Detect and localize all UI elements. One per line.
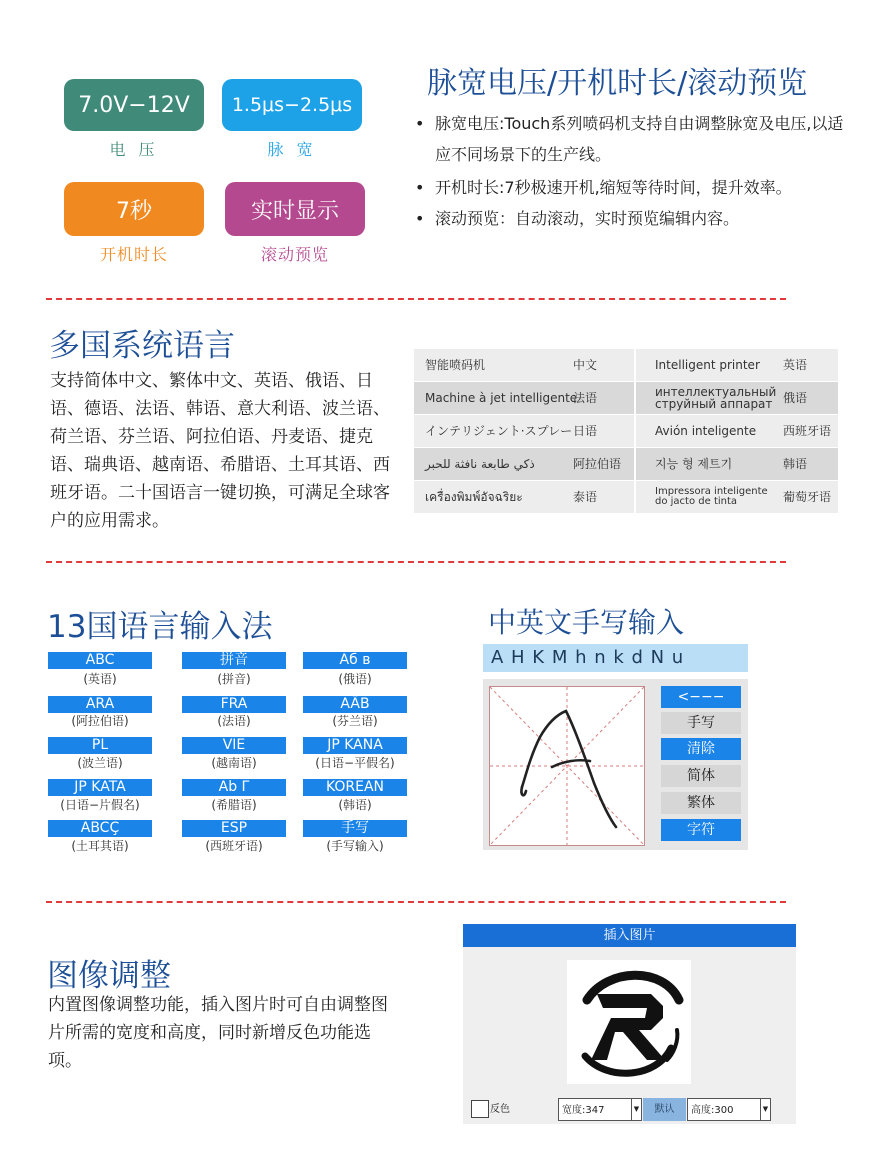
handwriting-candidates[interactable] (483, 644, 748, 672)
pulse-width-value: 1.5μs−2.5μs (231, 94, 353, 116)
ime-tag: AÄB (303, 696, 407, 713)
bullet-scroll-preview: • 滚动预览：自动滚动，实时预览编辑内容。 (415, 203, 845, 234)
ime-sub: (俄语) (338, 672, 372, 686)
ime-tag: JP KATA (48, 779, 152, 796)
voltage-caption: 电 压 (109, 140, 159, 159)
ime-sub: (英语) (83, 672, 117, 686)
table-row-lang: 葡萄牙语 (783, 490, 832, 504)
ime-sub: (土耳其语) (71, 839, 129, 853)
image-adjust-title: 图像调整 (47, 958, 171, 994)
ime-tag: ARA (48, 696, 152, 713)
ime-tag: KOREAN (303, 779, 407, 796)
symbol-button[interactable]: 字符 (661, 819, 741, 841)
ime-tag: ABC (48, 652, 152, 669)
ime-sub: (波兰语) (77, 756, 123, 770)
ime-tag: Ab Γ (182, 779, 286, 796)
table-row-lang: 俄语 (783, 391, 808, 405)
insert-image-header: 插入图片 (463, 924, 796, 947)
languages-title: 多国系统语言 (49, 328, 235, 364)
chevron-down-icon: ▼ (631, 1099, 641, 1120)
bullet-boot-time: • 开机时长:7秒极速开机,缩短等待时间，提升效率。 (415, 172, 845, 203)
table-row-lang: 英语 (783, 358, 808, 372)
ime-tag: FRA (182, 696, 286, 713)
table-row-text: Machine à jet intelligente (425, 391, 578, 405)
logo-image (567, 960, 691, 1084)
handwrite-button[interactable]: 手写 (661, 712, 741, 734)
pulse-section-title: 脉宽电压/开机时长/滚动预览 (427, 66, 808, 101)
image-adjust-paragraph: 内置图像调整功能，插入图片时可自由调整图片所需的宽度和高度，同时新增反色功能选项。 (48, 995, 388, 1071)
voltage-value: 7.0V−12V (78, 92, 190, 118)
clear-button[interactable]: 清除 (661, 738, 741, 760)
default-button[interactable]: 默认 (643, 1098, 686, 1121)
ime-tag: 拼音 (182, 652, 286, 669)
table-row-text: 智能喷码机 (425, 358, 486, 372)
table-row-text: Impressora inteligente do jacto de tinta (655, 486, 768, 507)
pulse-width-caption: 脉 宽 (267, 140, 317, 159)
width-select[interactable] (558, 1098, 642, 1121)
logo-preview (567, 960, 691, 1084)
boot-time-caption: 开机时长 (99, 245, 168, 264)
pulse-bullet-list (415, 108, 845, 234)
ime-title: 13国语言输入法 (47, 609, 273, 645)
live-display-pill (225, 182, 365, 236)
table-row-text: интеллектуальный струйный аппарат (655, 385, 777, 411)
table-row-lang: 泰语 (573, 490, 598, 504)
ime-sub: (日语−平假名) (315, 756, 395, 770)
voltage-pill (64, 79, 204, 131)
table-row-lang: 日语 (573, 424, 598, 438)
ime-tag: ABCÇ (48, 820, 152, 837)
invert-checkbox[interactable] (471, 1100, 489, 1118)
ime-sub: (阿拉伯语) (71, 714, 129, 728)
table-row-lang: 中文 (573, 358, 598, 372)
table-row-text: ذكي طابعة نافثة للحبر (425, 457, 535, 471)
divider-1 (46, 298, 786, 300)
height-value: 高度:300 (691, 1105, 734, 1116)
languages-paragraph: 支持简体中文、繁体中文、英语、俄语、日语、德语、法语、韩语、意大利语、波兰语、荷兰语、芬兰语、阿拉伯语、丹麦语、捷克语、瑞典语、越南语、希腊语、土耳其语、西班牙语。二十国语言一键切换，可满足全球客户的应用需求。 (50, 371, 390, 531)
height-select[interactable] (687, 1098, 771, 1121)
ime-sub: (芬兰语) (332, 714, 378, 728)
ime-sub: (手写输入) (326, 839, 384, 853)
ime-tag: VIE (182, 737, 286, 754)
width-value: 宽度:347 (562, 1105, 605, 1116)
ime-sub: (韩语) (338, 798, 372, 812)
ime-tag: JP KANA (303, 737, 407, 754)
table-row-text: เครื่องพิมพ์อัจฉริยะ (425, 490, 523, 504)
invert-label: 反色 (490, 1104, 510, 1115)
ime-tag: ESP (182, 820, 286, 837)
table-row-text: Avión inteligente (655, 424, 757, 438)
table-row-text: インテリジェント·スプレー (425, 424, 573, 438)
table-row-text: 지능 형 제트기 (655, 457, 733, 471)
ime-sub: (日语−片假名) (60, 798, 140, 812)
chevron-down-icon: ▼ (760, 1099, 770, 1120)
live-display-value: 实时显示 (250, 198, 339, 224)
boot-time-pill (64, 182, 204, 236)
table-row-text: Intelligent printer (655, 358, 760, 372)
language-table (414, 349, 838, 513)
live-display-caption: 滚动预览 (260, 245, 329, 264)
ime-sub: (希腊语) (211, 798, 257, 812)
table-row-lang: 韩语 (783, 457, 808, 471)
boot-time-value: 7秒 (116, 198, 152, 224)
bullet-pulse-voltage: • 脉宽电压:Touch系列喷码机支持自由调整脉宽及电压,以适应不同场景下的生产线。 (415, 108, 845, 170)
simplified-button[interactable]: 简体 (661, 765, 741, 787)
ime-sub: (西班牙语) (205, 839, 263, 853)
pulse-width-pill (222, 79, 362, 131)
ime-tag: Aб в (303, 652, 407, 669)
handwriting-pad[interactable] (489, 686, 645, 846)
divider-3 (46, 901, 786, 903)
ime-tag: 手写 (303, 820, 407, 837)
ime-tag: PL (48, 737, 152, 754)
ime-sub: (拼音) (217, 672, 251, 686)
divider-2 (46, 561, 786, 563)
candidate-list[interactable]: A H K M h n k d N u (491, 647, 684, 668)
ime-sub: (越南语) (211, 756, 257, 770)
backspace-button[interactable]: <−−− (661, 686, 741, 708)
table-row-lang: 法语 (573, 391, 598, 405)
table-row-lang: 西班牙语 (783, 424, 832, 438)
ime-sub: (法语) (217, 714, 251, 728)
table-row-lang: 阿拉伯语 (573, 457, 622, 471)
traditional-button[interactable]: 繁体 (661, 792, 741, 814)
handwriting-guide (490, 687, 644, 845)
handwriting-title: 中英文手写输入 (488, 606, 685, 639)
